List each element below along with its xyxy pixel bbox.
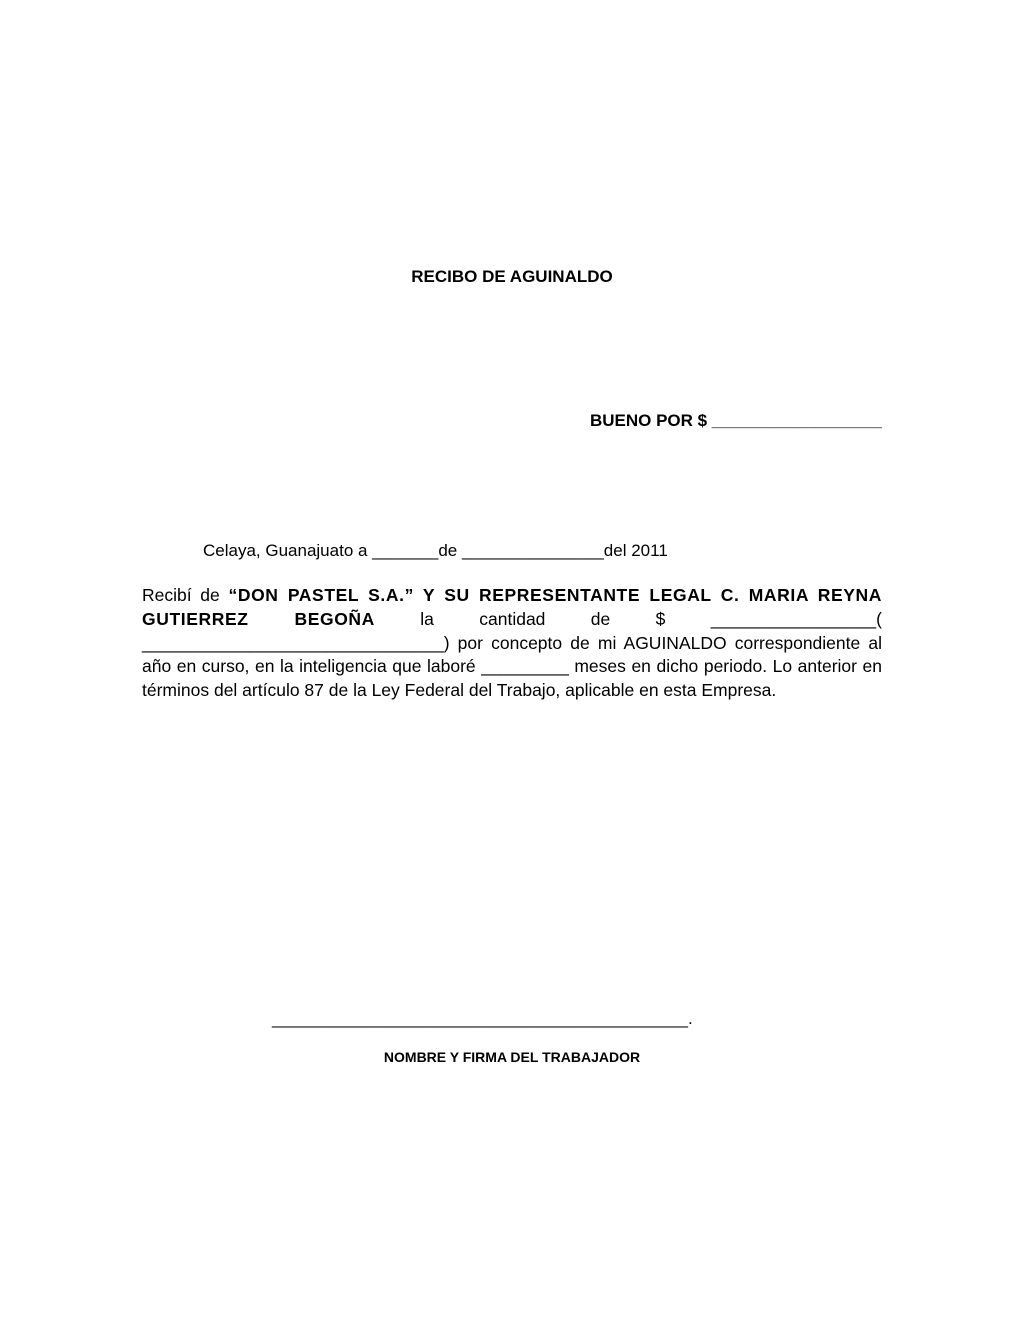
- bueno-por-line: BUENO POR $ __________________: [589, 411, 882, 430]
- signature-line: ____________________________________________.: [272, 1009, 693, 1028]
- receipt-body: [142, 584, 882, 703]
- body-intro: Recibí de: [142, 585, 229, 605]
- signature-label: NOMBRE Y FIRMA DEL TRABAJADOR: [383, 1049, 641, 1065]
- company-name: “DON PASTEL S.A.” Y SU REPRESENTANTE LEGAL C. MARIA REYNA GUTIERREZ BEGOÑA: [142, 585, 882, 629]
- city-date-line: Celaya, Guanajuato a _______de _______________del 2011: [203, 541, 668, 560]
- document-title: RECIBO DE AGUINALDO: [411, 267, 613, 286]
- body-amount-text: la cantidad de $ _________________( _______________________________) por concepto de mi AGUINALDO correspondiente al año en curso, en la inteligencia que laboré _________ meses en dicho periodo. Lo anterior en términos del artículo 87 de la Ley Federal del Trabajo, aplicable en esta Empresa.: [142, 608, 882, 701]
